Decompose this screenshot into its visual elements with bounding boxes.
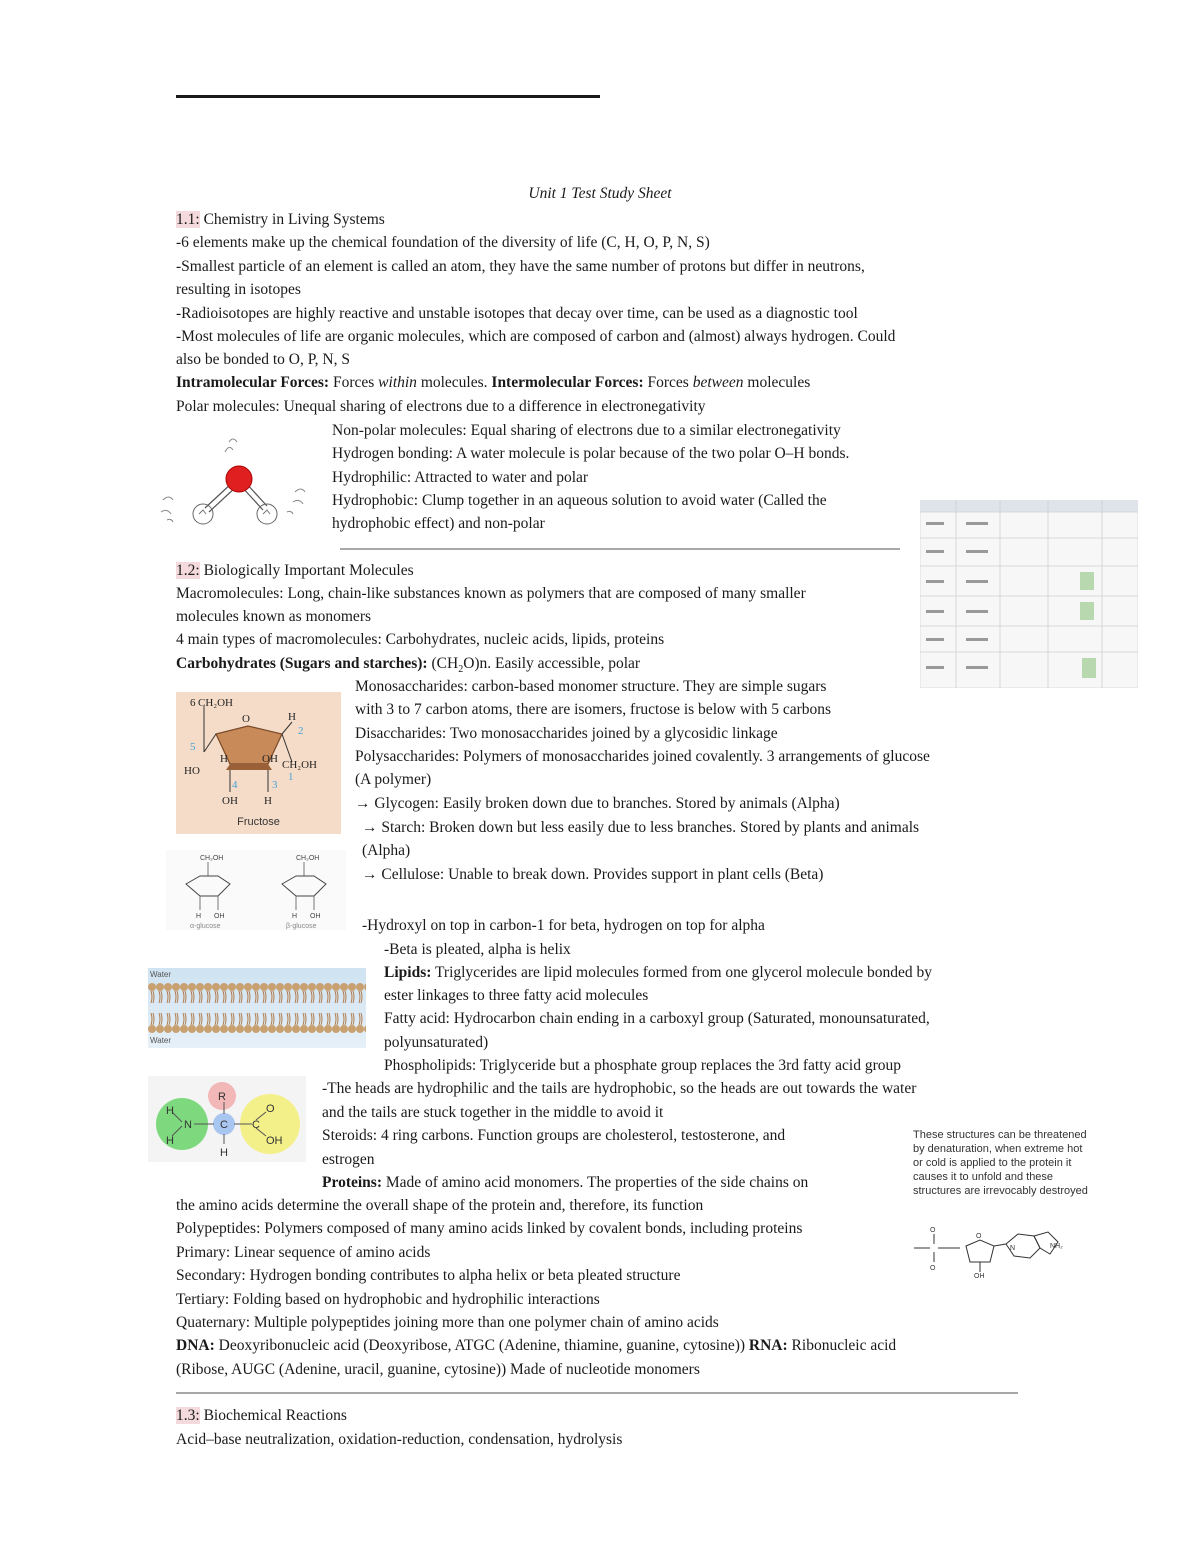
- svg-text:NH₂: NH₂: [1050, 1243, 1063, 1250]
- text-line: Polypeptides: Polymers composed of many amino acids linked by covalent bonds, including proteins: [176, 1220, 803, 1237]
- svg-text:C: C: [252, 1119, 260, 1131]
- text-line: Polysaccharides: Polymers of monosaccharides joined covalently. 3 arrangements of glucose: [355, 748, 930, 765]
- svg-text:α-glucose: α-glucose: [190, 923, 221, 930]
- svg-text:OH: OH: [974, 1273, 985, 1278]
- text-line: estrogen: [322, 1151, 375, 1168]
- section-number: 1.1:: [176, 211, 200, 228]
- svg-text:OH: OH: [214, 913, 225, 920]
- svg-text:H: H: [264, 795, 272, 807]
- svg-text:3: 3: [272, 779, 278, 791]
- text-line: the amino acids determine the overall shape of the protein and, therefore, its function: [176, 1197, 704, 1214]
- lipids-line: Lipids: Triglycerides are lipid molecules formed from one glycerol molecule bonded by: [384, 964, 932, 981]
- svg-text:H: H: [220, 1147, 228, 1159]
- svg-text:H: H: [196, 913, 202, 920]
- text-line: → Glycogen: Easily broken down due to branches. Stored by animals (Alpha): [355, 795, 840, 812]
- water-label: Water: [150, 970, 172, 979]
- svg-text:CH₂OH: CH₂OH: [200, 855, 224, 862]
- text-line: Acid–base neutralization, oxidation-reduction, condensation, hydrolysis: [176, 1431, 623, 1448]
- text-line: -Most molecules of life are organic molecules, which are composed of carbon and (almost) always hydrogen. Could: [176, 328, 896, 345]
- text-line: Disaccharides: Two monosaccharides joined by a glycosidic linkage: [355, 725, 778, 742]
- water-molecule-figure: [155, 430, 325, 540]
- water-label: Water: [150, 1036, 172, 1045]
- amino-acid-figure: [148, 1076, 306, 1162]
- text-line: Phospholipids: Triglyceride but a phosphate group replaces the 3rd fatty acid group: [384, 1057, 902, 1074]
- svg-text:1: 1: [288, 771, 294, 783]
- section-1-1-heading: 1.1: Chemistry in Living Systems: [176, 211, 385, 228]
- macromolecule-table-figure: [920, 500, 1138, 688]
- text-line: → Starch: Broken down but less easily due to less branches. Stored by plants and animals: [362, 819, 920, 836]
- glucose-isomers-figure: [166, 850, 346, 930]
- text-line: -Smallest particle of an element is called an atom, they have the same number of protons but differ in neutrons,: [176, 258, 865, 275]
- text-line: (Ribose, AUGC (Adenine, uracil, guanine, cytosine)) Made of nucleotide monomers: [176, 1361, 700, 1378]
- text-line: resulting in isotopes: [176, 281, 301, 298]
- svg-text:H: H: [166, 1135, 174, 1147]
- text-line: → Cellulose: Unable to break down. Provides support in plant cells (Beta): [362, 866, 824, 883]
- svg-text:O: O: [266, 1103, 275, 1115]
- svg-text:6: 6: [190, 697, 196, 709]
- text-line: (Alpha): [362, 842, 411, 859]
- fructose-figure: [176, 692, 341, 834]
- text-line: Monosaccharides: carbon-based monomer structure. They are simple sugars: [355, 678, 827, 695]
- text-line: Primary: Linear sequence of amino acids: [176, 1244, 431, 1261]
- text-line: ester linkages to three fatty acid molecules: [384, 987, 649, 1004]
- text-line: Hydrophobic: Clump together in an aqueous solution to avoid water (Called the: [332, 492, 827, 509]
- text-line: Hydrophilic: Attracted to water and polar: [332, 469, 589, 486]
- svg-text:N: N: [184, 1119, 192, 1131]
- text-line: Secondary: Hydrogen bonding contributes to alpha helix or beta pleated structure: [176, 1267, 681, 1284]
- proteins-line: Proteins: Made of amino acid monomers. The properties of the side chains on: [322, 1174, 809, 1191]
- text-line: and the tails are stuck together in the middle to avoid it: [322, 1104, 664, 1121]
- lipid-bilayer-icon: [148, 982, 366, 1034]
- text-line: -Hydroxyl on top in carbon-1 for beta, hydrogen on top for alpha: [362, 917, 765, 934]
- top-rule: [176, 95, 600, 98]
- svg-text:H: H: [292, 913, 298, 920]
- svg-text:C: C: [220, 1119, 228, 1131]
- svg-text:CH₂OH: CH₂OH: [198, 697, 234, 709]
- fructose-ring-icon: [176, 692, 341, 834]
- text-line: molecules known as monomers: [176, 608, 372, 625]
- svg-text:OH: OH: [266, 1135, 283, 1147]
- svg-text:OH: OH: [310, 913, 321, 920]
- section-1-2-heading: 1.2: Biologically Important Molecules: [176, 562, 414, 579]
- section-1-3-heading: 1.3: Biochemical Reactions: [176, 1407, 347, 1424]
- svg-text:O: O: [930, 1265, 936, 1272]
- page-title: Unit 1 Test Study Sheet: [528, 185, 672, 202]
- text-line: Steroids: 4 ring carbons. Function groups are cholesterol, testosterone, and: [322, 1127, 786, 1144]
- text-line: hydrophobic effect) and non-polar: [332, 515, 545, 532]
- carbohydrates-line: Carbohydrates (Sugars and starches): $(CH_2O)n$. Easily accessible, polar: [176, 655, 641, 676]
- svg-text:H: H: [288, 711, 296, 723]
- svg-text:β-glucose: β-glucose: [286, 923, 317, 930]
- text-line: polyunsaturated): [384, 1034, 489, 1051]
- section-number: 1.3:: [176, 1407, 200, 1424]
- nucleotide-structure-figure: [910, 1214, 1070, 1278]
- text-line: Macromolecules: Long, chain-like substances known as polymers that are composed of many smaller: [176, 585, 806, 602]
- svg-text:CH₂OH: CH₂OH: [296, 855, 320, 862]
- text-line: Non-polar molecules: Equal sharing of electrons due to a similar electronegativity: [332, 422, 841, 439]
- text-line: 4 main types of macromolecules: Carbohydrates, nucleic acids, lipids, proteins: [176, 631, 665, 648]
- text-line: Fatty acid: Hydrocarbon chain ending in a carboxyl group (Saturated, monounsaturated,: [384, 1010, 930, 1027]
- dna-rna-line: DNA: Deoxyribonucleic acid (Deoxyribose, ATGC (Adenine, thiamine, guanine, cytosine)) RNA: Ribonucleic acid: [176, 1337, 897, 1354]
- forces-line: Intramolecular Forces: Forces within molecules. Intermolecular Forces: Forces between molecules: [176, 374, 811, 391]
- svg-text:H: H: [220, 753, 228, 765]
- text-line: (A polymer): [355, 771, 432, 788]
- svg-text:2: 2: [298, 725, 304, 737]
- phospholipid-bilayer-figure: [148, 968, 366, 1048]
- svg-text:R: R: [218, 1091, 226, 1103]
- svg-text:O: O: [242, 713, 250, 725]
- svg-text:OH: OH: [262, 753, 278, 765]
- text-line: with 3 to 7 carbon atoms, there are isomers, fructose is below with 5 carbons: [355, 701, 832, 718]
- text-line: also be bonded to O, P, N, S: [176, 351, 350, 368]
- svg-text:CH₂OH: CH₂OH: [282, 759, 318, 771]
- text-line: Quaternary: Multiple polypeptides joining more than one polymer chain of amino acids: [176, 1314, 719, 1331]
- svg-text:HO: HO: [184, 765, 200, 777]
- fructose-caption: Fructose: [237, 816, 280, 828]
- text-line: -The heads are hydrophilic and the tails are hydrophobic, so the heads are out towards the water: [322, 1080, 917, 1097]
- text-line: Hydrogen bonding: A water molecule is polar because of the two polar O–H bonds.: [332, 445, 850, 462]
- denaturation-note: These structures can be threatened by denaturation, when extreme hot or cold is applied to the protein it causes it to unfold and these structures are irrevocably destroyed: [913, 1129, 1088, 1197]
- section-number: 1.2:: [176, 562, 200, 579]
- section-divider: [176, 1392, 1018, 1394]
- section-divider: [340, 548, 900, 550]
- svg-text:O: O: [976, 1233, 982, 1240]
- svg-text:O: O: [930, 1227, 936, 1234]
- svg-text:4: 4: [232, 779, 238, 791]
- svg-text:N: N: [1010, 1245, 1016, 1252]
- text-line: -Radioisotopes are highly reactive and unstable isotopes that decay over time, can be used as a diagnostic tool: [176, 305, 858, 322]
- text-line: -Beta is pleated, alpha is helix: [384, 941, 571, 958]
- svg-text:5: 5: [190, 741, 196, 753]
- svg-text:OH: OH: [222, 795, 238, 807]
- text-line: Polar molecules: Unequal sharing of electrons due to a difference in electronegativity: [176, 398, 706, 415]
- text-line: Tertiary: Folding based on hydrophobic and hydrophilic interactions: [176, 1291, 600, 1308]
- svg-text:H: H: [166, 1105, 174, 1117]
- text-line: -6 elements make up the chemical foundation of the diversity of life (C, H, O, P, N, S): [176, 234, 710, 251]
